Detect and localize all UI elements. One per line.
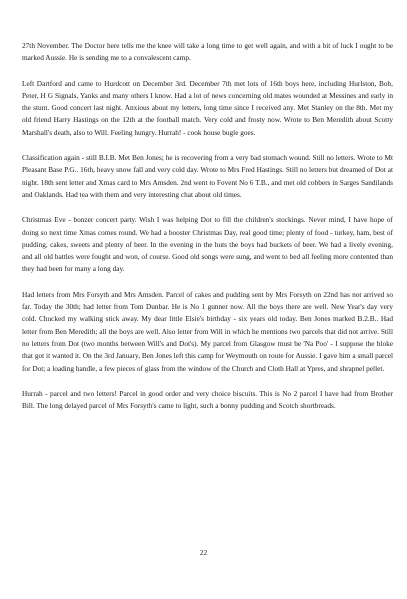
paragraph-christmas: Christmas Eve - bonzer concert party. Wish I was helping Dot to fill the children's stockings. Never mind, I have hope of doing so next time Xmas comes round. We had a booster Christmas Day, real good time; plenty of food - turkey, ham, best of pudding, cakes, sweets and plenty of beer. In the evening in the huts the boys had buckets of beer. We had a lively evening, and all old battles were fought and won, of course. Good old songs were sung, and went to bed all feeling more contented than they had been for many a long day. <box>22 215 393 274</box>
paragraph-hurdcott: Left Dartford and came to Hurdcott on December 3rd. December 7th met lots of 16th boys here, including Hurlston, Bob, Peter, H G Signals, Yanks and many others I know. Had a lot of news concerning old mates wounded at Messines and early in the stunt. Good concert last night. Anxious about my letters, long time since I received any. Met Stanley on the 8th. Met my old friend Harry Hastings on the 12th at the football match. Very cold and frosty now. Wrote to Ben Meredith about Scotty Marshall's death, also to Will. Feeling hungry. Hurrah! - cook house bugle goes. <box>22 78 393 137</box>
paragraph-letters: Had letters from Mrs Forsyth and Mrs Amsden. Parcel of cakes and pudding sent by Mrs Forsyth on 22nd has not arrived so far. Today the 30th; had letter from Tom Dunbar. He is No 1 gunner now. All the boys there are well. New Year's day very cold. Chucked my walking stick away. My dear little Elsie's birthday - six years old today. Ben Jones marked B.2.B.. Had letter from Ben Meredith; all the boys are well. Also letter from Will in which he mentions two parcels that did not arrive. Still no letters from Dot (two months between Will's and Dot's). My parcel from Glasgow must be 'Na Poo' - I suppose the bloke that got it wanted it. On the 3rd January, Ben Jones left this camp for Weymouth on route for Aussie. I gave him a small parcel for Dot; a loading handle, a few pieces of glass from the window of the Church and Cloth Hall at Ypres, and shrapnel pellet. <box>22 289 393 373</box>
paragraph-november: 27th November. The Doctor here tells me the knee will take a long time to get well again, and with a bit of luck I ought to be marked Aussie. He is sending me to a convalescent camp. <box>22 41 393 63</box>
paragraph-classification: Classification again - still B.I.B. Met Ben Jones; he is recovering from a very bad stomach wound. Still no letters. Wrote to Mt Pleasant Base P.G.. 16th, heavy snow fall and very cold day. Wrote to Mrs Fred Hastings. Still no letters but dreamed of Dot at night. 18th sent letter and Xmas card to Mrs Amsden. 2nd went to Fovent No 6 T.B., and met old cobbers in Sarges Sandilands and Oaklands. Had tea with them and very interesting chat about old times. <box>22 153 393 199</box>
paragraph-parcel: Hurrah - parcel and two letters! Parcel in good order and very choice biscuits. This is No 2 parcel I have had from Brother Bill. The long delayed parcel of Mrs Forsyth's came to light, such a bonny pudding and Scotch shortbreads. <box>22 388 393 411</box>
page-number: 22 <box>199 548 208 557</box>
